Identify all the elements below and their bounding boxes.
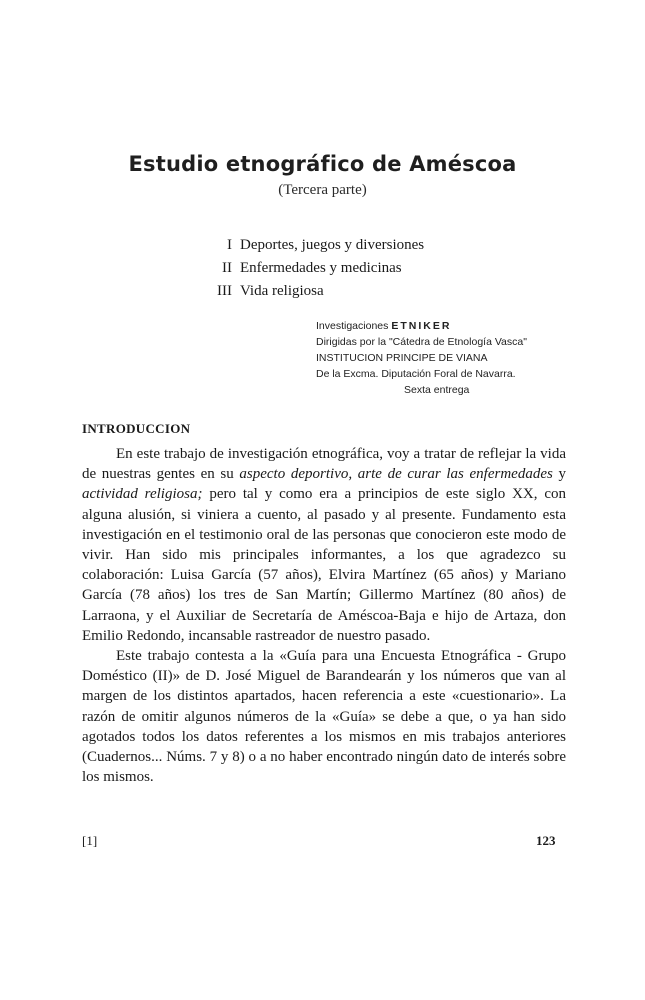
page-number: 123 [536,833,556,848]
part-item [200,280,424,303]
credits-org: ETNIKER [391,320,452,332]
part-item [200,234,424,257]
part-label: Vida religiosa [240,283,324,299]
parts-list [200,234,424,303]
credits-line [316,318,527,334]
part-label: Deportes, juegos y diversiones [240,237,425,253]
part-number: II [222,260,232,276]
part-number: III [217,283,232,299]
text-run: En este trabajo de investigación etnográfica, voy a tratar de reflejar la vida de nuestras gentes en su [82,446,566,483]
part-number: I [227,237,232,253]
credits-prefix: Investigaciones [316,320,389,332]
body-text [82,444,566,787]
section-heading: INTRODUCCION [82,421,191,436]
credits-line: Dirigidas por la "Cátedra de Etnología Vasca" [316,336,527,348]
credits-line: Sexta entrega [404,384,470,396]
part-label: Enfermedades y medicinas [240,260,402,276]
paragraph: Este trabajo contesta a la «Guía para una Encuesta Etnográfica - Grupo Doméstico (II)» de D. José Miguel de Barandearán y los números que van al margen de los distintos apartados, hacen referencia a este «cuestionario». La razón de omitir algunos números de la «Guía» se debe a que, o ya han sido agotados todos los datos referentes a los mismos en mis trabajos anteriores (Cuadernos... Núms. 7 y 8) o a no haber encontrado ningún dato de interés sobre los mismos. [82,648,566,786]
credits-line: De la Excma. Diputación Foral de Navarra. [316,368,516,380]
footer-section-number: [1] [82,833,98,848]
text-run: y [552,466,566,483]
paragraph [82,444,566,646]
credits-line: INSTITUCION PRINCIPE DE VIANA [316,352,488,364]
italic-run: aspecto deportivo, arte de curar las enfermedades [239,466,553,483]
credits-block [316,318,527,398]
document-subtitle: (Tercera parte) [278,182,367,198]
part-item [200,257,424,280]
italic-run: actividad religiosa; [82,486,203,503]
document-title: Estudio etnográfico de Améscoa [128,152,517,176]
text-run: pero tal y como era a principios de este siglo XX, con alguna alusión, si viniera a cuento, al pasado y al presente. Fundamento esta investigación en el testimonio oral de las personas que conocieron este modo de vivir. Han sido mis principales informantes, a los que agradezco su colaboración: Luisa García (57 años), Elvira Martínez (65 años) y Mariano García (78 años) los tres de San Martín; Gillermo Martínez (80 años) de Larraona, y el Auxiliar de Secretaría de Améscoa-Baja e hijo de Artaza, don Emilio Redondo, incansable rastreador de nuestro pasado. [82,486,567,644]
